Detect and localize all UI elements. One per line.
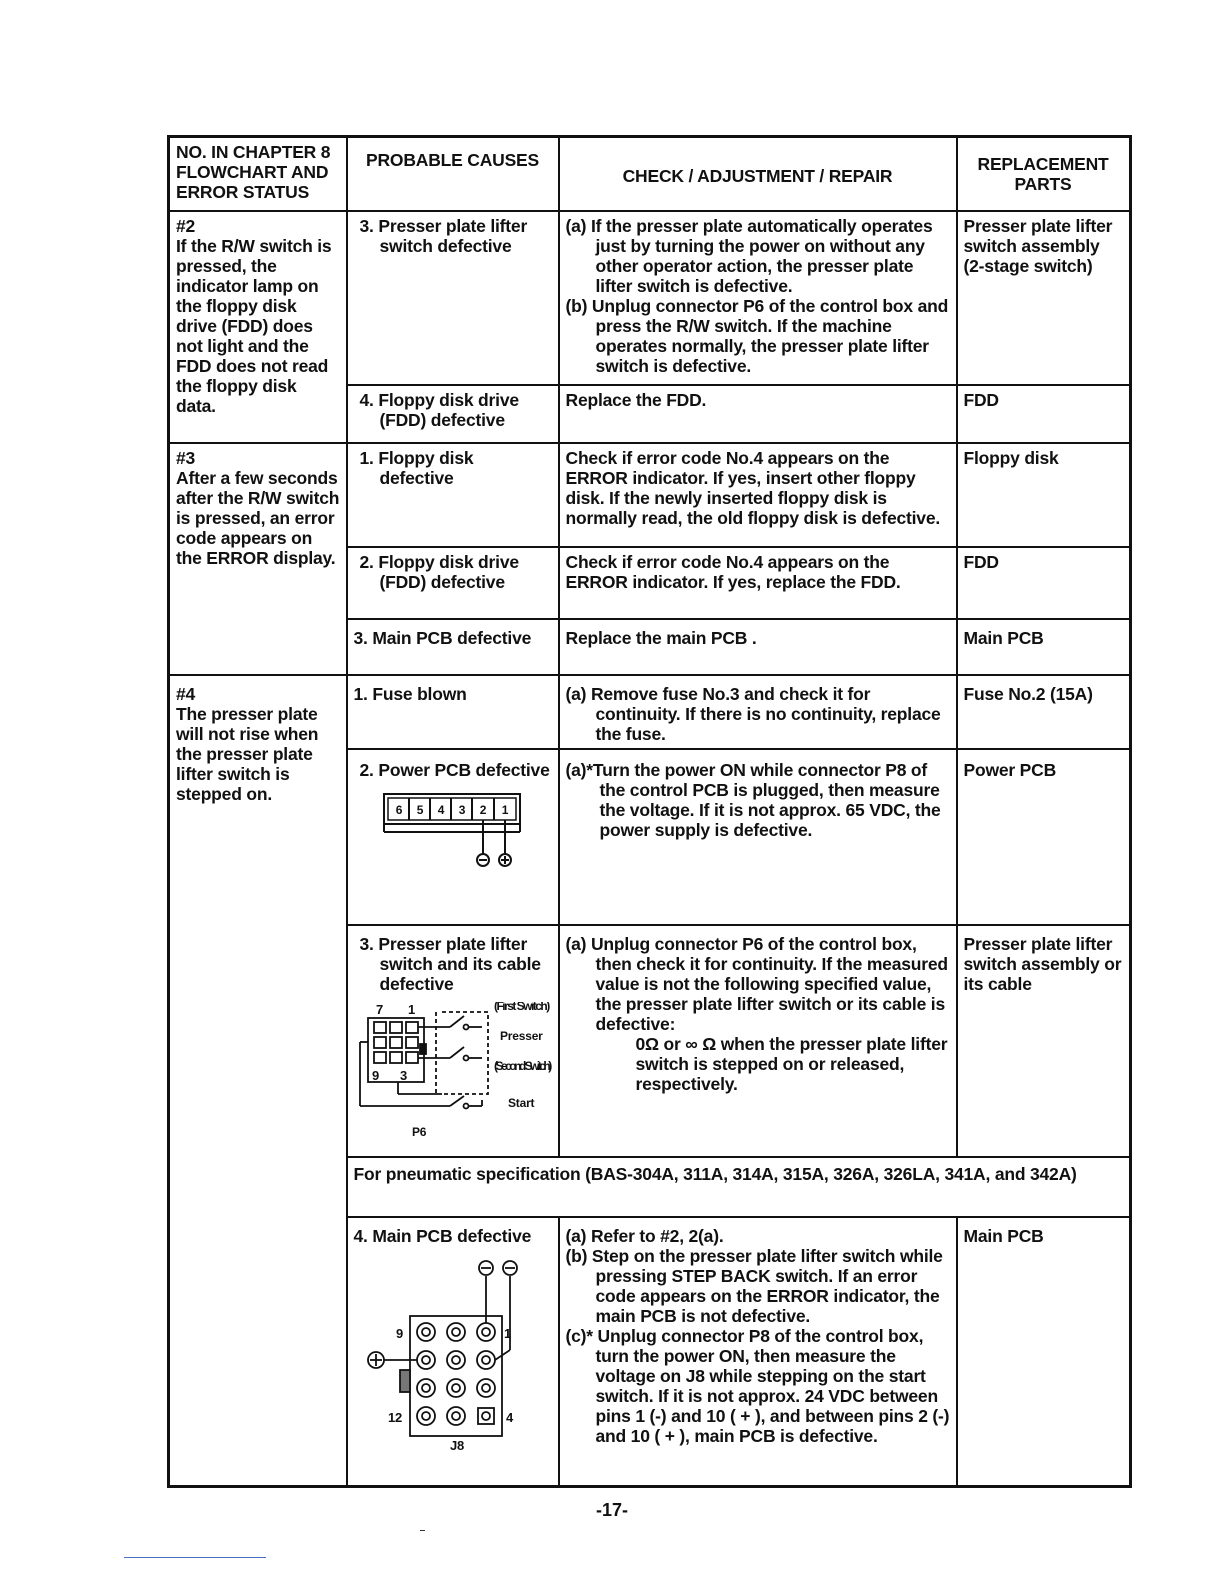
start-label: Start <box>507 1095 534 1110</box>
p8-pin-4: 4 <box>437 802 444 817</box>
s4-number: #4 <box>176 683 196 704</box>
pneumatic-note: For pneumatic specification (BAS-304A, 311A, 314A, 315A, 326A, 326LA, 341A, and 342A) <box>347 1157 1131 1217</box>
s3-status <box>169 443 347 675</box>
j8-pin-1: 1 <box>503 1325 511 1341</box>
troubleshooting-table <box>167 135 1132 1488</box>
s3-cause-2: 2. Floppy disk drive (FDD) defective <box>347 547 559 619</box>
s4-check-fuse: (a) Remove fuse No.3 and check it for continuity. If there is no continuity, replace the fuse. <box>559 675 957 749</box>
s2-check-1 <box>559 211 957 385</box>
s4-cause-mainpcb: 4. Main PCB defective 9 1 12 4 J8 <box>347 1217 559 1487</box>
s3-number: #3 <box>176 447 196 468</box>
header-row <box>169 137 1131 211</box>
s2-check-a: (a) If the presser plate automatically operates just by turning the power on without any other operator action, the presser plate lifter switch is defective. <box>565 215 933 296</box>
s4-check-mainpcb <box>559 1217 957 1487</box>
s3-part-2: FDD <box>957 547 1131 619</box>
s2-check-2: Replace the FDD. <box>559 385 957 443</box>
s4-lifter-check-value: 0Ω or ∞ Ω when the presser plate lifter switch is stepped on or released, respectively. <box>635 1033 948 1094</box>
p8-connector-diagram <box>354 788 550 872</box>
j8-connector-label: J8 <box>449 1437 464 1453</box>
s3-check-3: Replace the main PCB . <box>559 619 957 675</box>
p8-pin-5: 5 <box>416 802 423 817</box>
s4-mainpcb-check-b: (b) Step on the presser plate lifter switch while pressing STEP BACK switch. If an error code appears on the ERROR indicator, the main PCB is not defective. <box>565 1245 943 1326</box>
s3-row-floppy <box>169 443 1131 547</box>
s4-check-lifter <box>559 925 957 1157</box>
s2-cause-1: 3. Presser plate lifter switch defective <box>347 211 559 385</box>
s4-cause-lifter: 3. Presser plate lifter switch and its cable defective 7 1 9 3 (First Switch) Presser (Second Switch) Start P6 <box>347 925 559 1157</box>
header-causes: PROBABLE CAUSES <box>347 137 559 211</box>
s3-description: After a few seconds after the R/W switch is pressed, an error code appears on the ERROR display. <box>176 467 340 568</box>
s3-part-1: Floppy disk <box>957 443 1131 547</box>
header-parts: REPLACEMENT PARTS <box>957 137 1131 211</box>
header-status: NO. IN CHAPTER 8 FLOWCHART AND ERROR STATUS <box>169 137 347 211</box>
p6-connector-label: P6 <box>411 1124 426 1139</box>
p6-pin-3: 3 <box>399 1067 407 1083</box>
s4-part-power: Power PCB <box>957 749 1131 925</box>
s4-status <box>169 675 347 1487</box>
s4-cause-power: 2. Power PCB defective 6 5 4 3 2 1 <box>347 749 559 925</box>
s4-part-fuse: Fuse No.2 (15A) <box>957 675 1131 749</box>
s2-row-lifter <box>169 211 1131 385</box>
p8-pin-6: 6 <box>395 802 402 817</box>
s3-cause-3: 3. Main PCB defective <box>347 619 559 675</box>
header-check: CHECK / ADJUSTMENT / REPAIR <box>559 137 957 211</box>
s2-status <box>169 211 347 443</box>
p6-switch-diagram <box>354 1002 552 1142</box>
s4-mainpcb-check-a: (a) Refer to #2, 2(a). <box>565 1225 724 1246</box>
s3-check-1: Check if error code No.4 appears on the ERROR indicator. If yes, insert other floppy disk. If the newly inserted floppy disk is normally read, the old floppy disk is defective. <box>559 443 957 547</box>
s4-description: The presser plate will not rise when the presser plate lifter switch is stepped on. <box>176 703 319 804</box>
s2-part-1: Presser plate lifter switch assembly (2-stage switch) <box>957 211 1131 385</box>
s4-part-mainpcb: Main PCB <box>957 1217 1131 1487</box>
s3-cause-1: 1. Floppy disk defective <box>347 443 559 547</box>
j8-connector-diagram <box>354 1254 552 1454</box>
page-number: -17- <box>595 1500 628 1520</box>
s4-mainpcb-check-c: (c)* Unplug connector P8 of the control box, turn the power ON, then measure the voltage on J8 while stepping on the start switch. If it is not approx. 24 VDC between pins 1 (-) and 10 ( + ), and between pins 2 (-) and 10 ( + ), main PCB is defective. <box>565 1325 950 1446</box>
first-switch-label: (First Switch) <box>493 1001 550 1013</box>
s3-part-3: Main PCB <box>957 619 1131 675</box>
p6-pin-1: 1 <box>407 1001 415 1017</box>
bottom-rule <box>124 1557 266 1558</box>
s4-lifter-check-a: (a) Unplug connector P6 of the control box, then check it for continuity. If the measured value is not the following specified value, the presser plate lifter switch or its cable is defective: <box>565 933 948 1034</box>
s2-part-2: FDD <box>957 385 1131 443</box>
s4-row-fuse <box>169 675 1131 749</box>
p8-pin-3: 3 <box>458 802 465 817</box>
s2-description: If the R/W switch is pressed, the indicator lamp on the floppy disk drive (FDD) does not light and the FDD does not read the floppy disk data. <box>176 235 332 416</box>
s2-cause-2: 4. Floppy disk drive (FDD) defective <box>347 385 559 443</box>
j8-pin-9: 9 <box>395 1325 403 1341</box>
p8-pin-1: 1 <box>501 802 508 817</box>
s2-number: #2 <box>176 215 196 236</box>
j8-pin-4: 4 <box>505 1409 513 1425</box>
s4-cause-fuse: 1. Fuse blown <box>347 675 559 749</box>
s3-check-2: Check if error code No.4 appears on the ERROR indicator. If yes, replace the FDD. <box>559 547 957 619</box>
s4-check-power: (a)*Turn the power ON while connector P8 of the control PCB is plugged, then measure the voltage. If it is not approx. 65 VDC, the power supply is defective. <box>559 749 957 925</box>
s4-part-lifter: Presser plate lifter switch assembly or its cable <box>957 925 1131 1157</box>
presser-label: Presser <box>499 1028 543 1043</box>
second-switch-label: (Second Switch) <box>493 1058 552 1073</box>
p8-pin-2: 2 <box>479 802 486 817</box>
stray-mark <box>420 1530 425 1531</box>
p6-pin-7: 7 <box>375 1001 383 1017</box>
j8-pin-12: 12 <box>387 1409 402 1425</box>
s2-check-b: (b) Unplug connector P6 of the control box and press the R/W switch. If the machine operates normally, the presser plate lifter switch is defective. <box>565 295 949 376</box>
p6-pin-9: 9 <box>371 1067 379 1083</box>
